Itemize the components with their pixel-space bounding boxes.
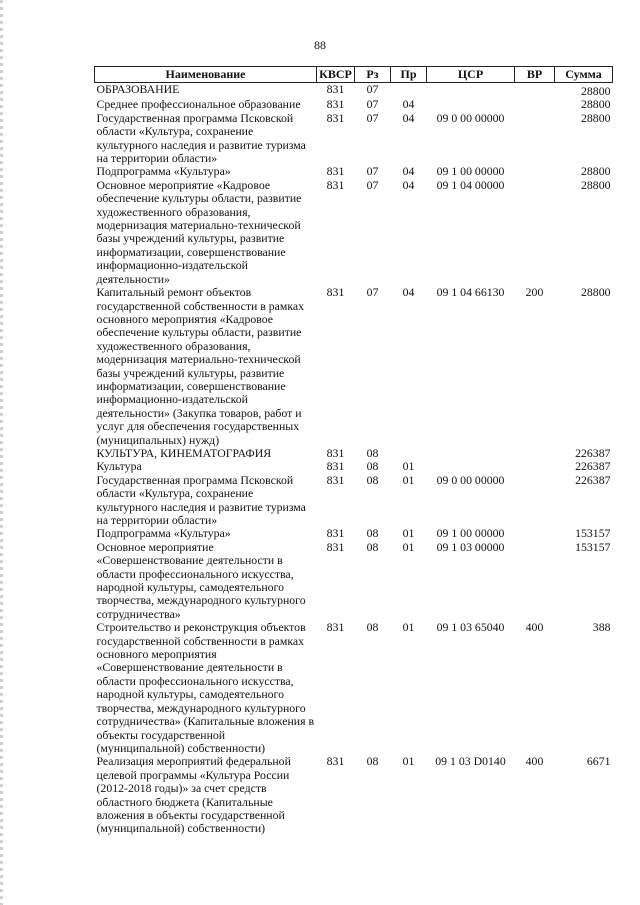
cell-pr: 01 [402, 459, 415, 474]
cell-sum-value: 28800 [581, 177, 611, 192]
header-vr: ВР [515, 67, 555, 83]
cell-sum-value: 6671 [586, 754, 611, 769]
cell-pr: 04 [402, 164, 415, 179]
cell-vr [515, 541, 555, 621]
cell-kvsr: 831 [326, 445, 345, 460]
cell-sum-value: 28800 [581, 110, 611, 125]
cell-sum [555, 460, 613, 473]
cell-rz: 07 [366, 97, 379, 112]
cell-vr [515, 474, 555, 528]
header-kvsr: КВСР [317, 67, 355, 83]
cell-kvsr: 831 [326, 285, 345, 300]
cell-sum-value: 28800 [581, 164, 611, 179]
cell-sum [555, 112, 613, 166]
cell-rz: 08 [366, 539, 379, 554]
cell-rz: 08 [366, 472, 379, 487]
cell-kvsr: 831 [326, 97, 345, 112]
cell-kvsr: 831 [326, 110, 345, 125]
cell-sum [555, 179, 613, 286]
table-row [95, 527, 613, 540]
cell-csr [427, 447, 515, 460]
cell-kvsr: 831 [326, 459, 345, 474]
cell-csr: 09 1 00 00000 [436, 526, 505, 541]
cell-sum-value: 226387 [575, 472, 611, 487]
cell-kvsr: 831 [326, 472, 345, 487]
cell-kvsr: 831 [326, 539, 345, 554]
cell-rz: 08 [366, 754, 379, 769]
cell-vr: 400 [525, 754, 544, 769]
cell-pr: 04 [402, 110, 415, 125]
cell-vr [515, 527, 555, 540]
cell-name: Государственная программа Псковской области «Культура, сохранение культурного наследия и развитие туризма на территории области» [96, 472, 306, 527]
header-sum: Сумма [555, 67, 613, 83]
cell-csr: 09 1 03 65040 [436, 620, 505, 635]
cell-vr [515, 112, 555, 166]
cell-rz: 07 [366, 285, 379, 300]
cell-pr [391, 83, 427, 99]
header-name: Наименование [95, 67, 317, 83]
cell-kvsr: 831 [326, 754, 345, 769]
cell-kvsr: 831 [326, 526, 345, 541]
budget-table [94, 66, 613, 836]
cell-pr: 04 [402, 285, 415, 300]
table-row [95, 286, 613, 447]
cell-name: Подпрограмма «Культура» [96, 526, 231, 541]
cell-sum [555, 621, 613, 755]
page-number: 88 [314, 38, 326, 52]
cell-pr: 04 [402, 97, 415, 112]
table-row [95, 83, 613, 99]
header-rz: Рз [355, 67, 391, 83]
cell-kvsr: 831 [326, 177, 345, 192]
cell-csr: 09 0 00 00000 [436, 472, 505, 487]
cell-sum [555, 541, 613, 621]
header-pr: Пр [391, 67, 427, 83]
cell-pr [391, 447, 427, 460]
table-row [95, 541, 613, 621]
cell-csr: 09 1 03 D0140 [435, 754, 506, 769]
cell-vr [515, 179, 555, 286]
cell-name: Реализация мероприятий федеральной целевой программы «Культура России (2012-2018 годы)» за счет средств областного бюджета (Капитальные вложения в объекты государственной (муниципальной) собственности) [96, 754, 291, 836]
cell-vr [515, 98, 555, 111]
cell-sum [555, 83, 613, 99]
cell-rz: 08 [366, 620, 379, 635]
cell-csr [427, 98, 515, 111]
cell-sum-value: 153157 [575, 539, 611, 554]
cell-csr: 09 1 00 00000 [436, 164, 505, 179]
cell-csr: 09 1 04 00000 [436, 177, 505, 192]
cell-sum [555, 98, 613, 111]
cell-vr [515, 447, 555, 460]
cell-kvsr: 831 [326, 620, 345, 635]
table-row [95, 460, 613, 473]
cell-rz: 08 [366, 445, 379, 460]
cell-sum-value: 226387 [575, 445, 611, 460]
table-header-row [95, 67, 613, 83]
cell-sum-value: 28800 [581, 84, 611, 98]
cell-csr [427, 83, 515, 99]
table-row [95, 447, 613, 460]
cell-sum-value: 388 [592, 620, 611, 635]
cell-sum [555, 447, 613, 460]
cell-sum [555, 286, 613, 447]
cell-name: Капитальный ремонт объектов государственной собственности в рамках основного мероприятия «Кадровое обеспечение культуры области, развитие художественного образования, модернизация материально-технической базы учреждений культуры, развитие информатизации, совершенствование информационно-издательской деятельности» (Закупка товаров, работ и услуг для обеспечения государственных (муниципальных) нужд) [96, 285, 305, 447]
cell-sum-value: 226387 [575, 459, 611, 474]
cell-vr [515, 460, 555, 473]
table-row [95, 755, 613, 835]
cell-csr: 09 1 03 00000 [436, 539, 505, 554]
cell-csr: 09 0 00 00000 [436, 110, 505, 125]
cell-name: Строительство и реконструкция объектов государственной собственности в рамках основного мероприятия «Совершенствование деятельности в области профессионального искусства, народной культуры, самодеятельного творчества, международного культурного сотрудничества» (Капитальные вложения в объекты государственной (муниципальной) собственности) [96, 620, 315, 755]
cell-name: Государственная программа Псковской области «Культура, сохранение культурного наследия и развитие туризма на территории области» [96, 110, 306, 166]
table-row [95, 98, 613, 111]
cell-csr [427, 460, 515, 473]
cell-name: Культура [96, 459, 142, 474]
cell-pr: 01 [402, 620, 415, 635]
cell-kvsr: 831 [326, 82, 345, 96]
scan-edge [0, 0, 3, 905]
cell-name: Среднее профессиональное образование [96, 97, 301, 112]
header-csr: ЦСР [427, 67, 515, 83]
cell-vr [515, 165, 555, 178]
cell-vr: 400 [525, 620, 544, 635]
cell-name: Основное мероприятие «Совершенствование деятельности в области профессионального искусства, народной культуры, самодеятельного творчества, международного культурного сотрудничества» [96, 539, 306, 621]
cell-sum-value: 28800 [581, 285, 611, 300]
cell-sum [555, 474, 613, 528]
cell-sum [555, 165, 613, 178]
table-row [95, 621, 613, 755]
cell-rz: 08 [366, 459, 379, 474]
cell-pr: 01 [402, 539, 415, 554]
cell-rz: 07 [366, 110, 379, 125]
cell-vr: 200 [525, 285, 544, 300]
cell-pr: 01 [402, 526, 415, 541]
cell-name: КУЛЬТУРА, КИНЕМАТОГРАФИЯ [96, 445, 272, 460]
cell-pr: 01 [402, 754, 415, 769]
cell-pr: 01 [402, 472, 415, 487]
cell-rz: 08 [366, 526, 379, 541]
cell-kvsr: 831 [326, 164, 345, 179]
cell-sum-value: 28800 [581, 97, 611, 112]
cell-pr: 04 [402, 177, 415, 192]
cell-rz: 07 [366, 82, 379, 96]
cell-sum [555, 527, 613, 540]
cell-rz: 07 [366, 177, 379, 192]
table-row [95, 474, 613, 528]
cell-csr: 09 1 04 66130 [436, 285, 505, 300]
cell-sum [555, 755, 613, 835]
table-body [95, 83, 613, 836]
cell-name: ОБРАЗОВАНИЕ [96, 82, 180, 96]
table-row [95, 112, 613, 166]
table-row [95, 165, 613, 178]
cell-sum-value: 153157 [575, 526, 611, 541]
cell-name: Основное мероприятие «Кадровое обеспечение культуры области, развитие художественного образования, модернизация материально-технической базы учреждений культуры, развитие информатизации, совершенствование информационно-издательской деятельности» [96, 177, 302, 286]
cell-rz: 07 [366, 164, 379, 179]
cell-name: Подпрограмма «Культура» [96, 164, 231, 179]
cell-vr [515, 83, 555, 99]
table-row [95, 179, 613, 286]
